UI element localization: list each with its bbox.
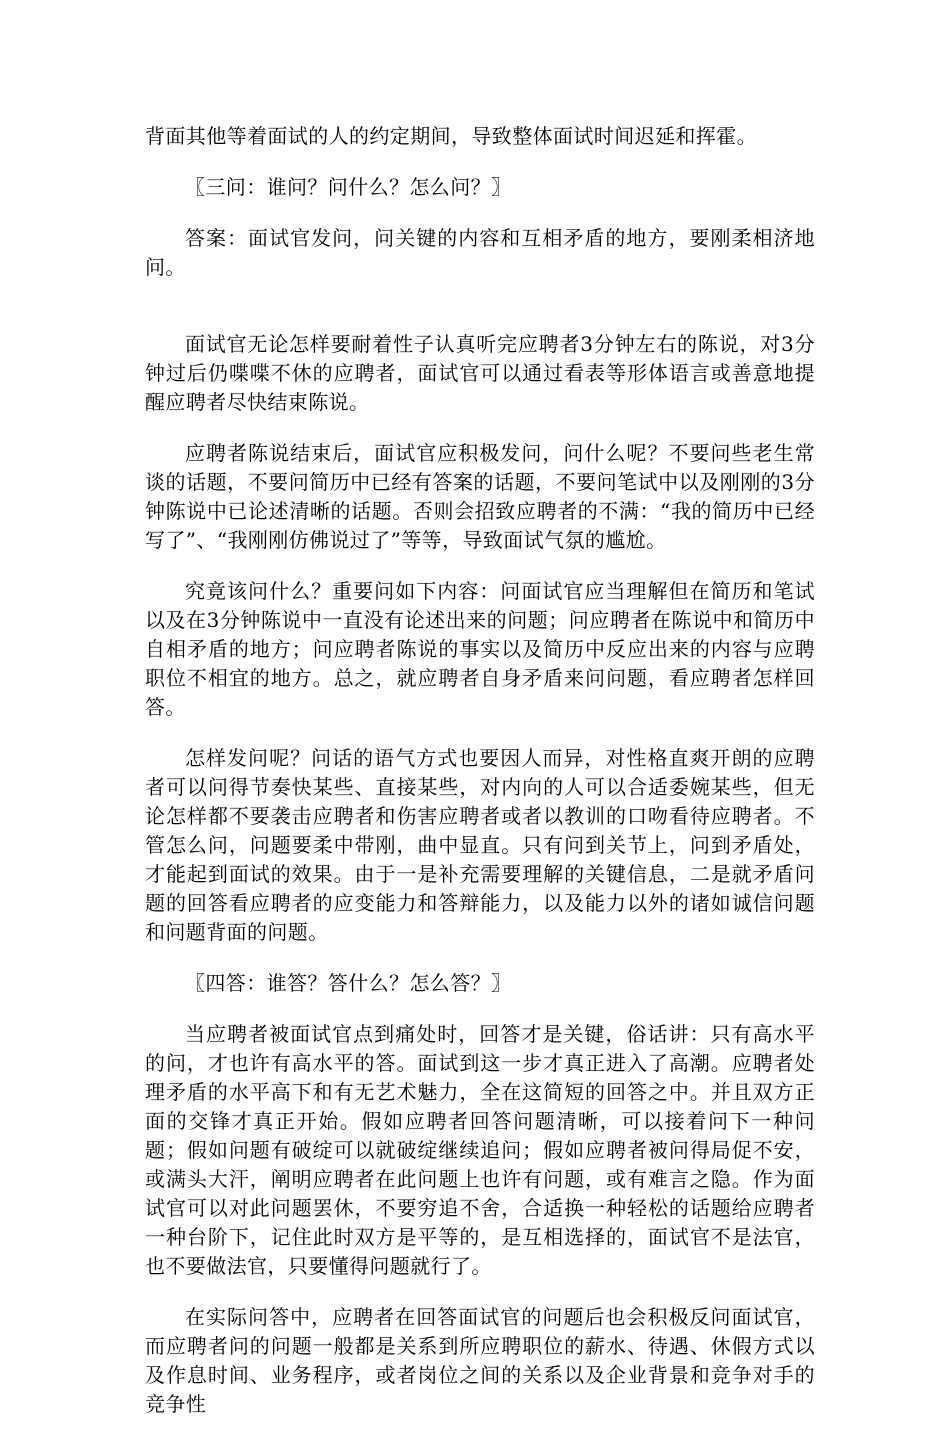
section-heading-four-answers: 〖四答：谁答？答什么？怎么答？〗 bbox=[185, 971, 512, 995]
body-paragraph-key-content: 究竟该问什么？重要问如下内容：问面试官应当理解但在简历和笔试以及在3分钟陈说中一直没有论述出来的问题；问应聘者在陈说中和简历中自相矛盾的地方；问应聘者陈说的事实以及简历中反应出来的内容与应聘职位不相宜的地方。总之，就应聘者自身矛盾来问问题，看应聘者怎样回答。 bbox=[145, 579, 815, 719]
body-paragraph-answering: 当应聘者被面试官点到痛处时，回答才是关键，俗话讲：只有高水平的问，才也许有高水平的答。面试到这一步才真正进入了高潮。应聘者处理矛盾的水平高下和有无艺术魅力，全在这简短的回答之中。并且双方正面的交锋才真正开始。假如应聘者回答问题清晰，可以接着问下一种问题；假如问题有破绽可以就破绽继续追问；假如应聘者被问得局促不安，或满头大汗，阐明应聘者在此问题上也许有问题，或有难言之隐。作为面试官可以对此问题罢休，不要穷追不舍，合适换一种轻松的话题给应聘者一种台阶下，记住此时双方是平等的，是互相选择的，面试官不是法官，也不要做法官，只要懂得问题就行了。 bbox=[145, 1022, 815, 1278]
answer-paragraph: 答案：面试官发问，问关键的内容和互相矛盾的地方，要刚柔相济地问。 bbox=[145, 226, 815, 279]
document-page bbox=[145, 122, 815, 1441]
section-heading-three-questions: 〖三问：谁问？问什么？怎么问？〗 bbox=[185, 175, 512, 199]
body-paragraph-reverse-questions: 在实际问答中，应聘者在回答面试官的问题后也会积极反问面试官，而应聘者问的问题一般都是关系到所应聘职位的薪水、待遇、休假方式以及作息时间、业务程序，或者岗位之间的关系以及企业背景和竞争对手的竞争性 bbox=[145, 1305, 815, 1416]
body-paragraph-listen: 面试官无论怎样要耐着性子认真听完应聘者3分钟左右的陈说，对3分钟过后仍喋喋不休的应聘者，面试官可以通过看表等形体语言或善意地提醒应聘者尽快结束陈说。 bbox=[145, 332, 815, 414]
body-paragraph-how-to-ask: 怎样发问呢？问话的语气方式也要因人而异，对性格直爽开朗的应聘者可以问得节奏快某些、直接某些，对内向的人可以合适委婉某些，但无论怎样都不要袭击应聘者和伤害应聘者或者以教训的口吻看待应聘者。不管怎么问，问题要柔中带刚，曲中显直。只有问到关节上，问到矛盾处，才能起到面试的效果。由于一是补充需要理解的关键信息，二是就矛盾问题的回答看应聘者的应变能力和答辩能力，以及能力以外的诸如诚信问题和问题背面的问题。 bbox=[145, 746, 815, 944]
body-paragraph-what-to-ask: 应聘者陈说结束后，面试官应积极发问，问什么呢？不要问些老生常谈的话题，不要问简历中已经有答案的话题，不要问笔试中以及刚刚的3分钟陈说中已论述清晰的话题。否则会招致应聘者的不满：“我的简历中已经写了”、“我刚刚仿佛说过了”等等，导致面试气氛的尴尬。 bbox=[145, 441, 815, 552]
paragraph-continuation: 背面其他等着面试的人的约定期间，导致整体面试时间迟延和挥霍。 bbox=[145, 124, 757, 148]
